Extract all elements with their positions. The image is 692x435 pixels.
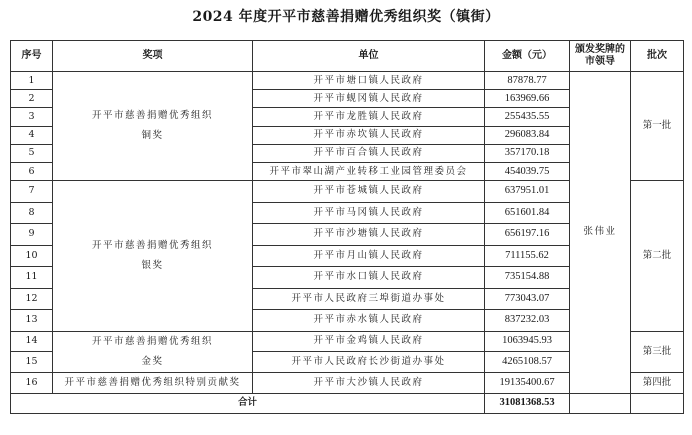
cell-index: 5 (11, 144, 53, 162)
cell-amount: 711155.62 (485, 245, 570, 267)
cell-amount: 163969.66 (485, 90, 570, 108)
cell-amount: 19135400.67 (485, 372, 570, 393)
cell-amount: 837232.03 (485, 310, 570, 332)
cell-unit: 开平市金鸡镇人民政府 (253, 331, 485, 352)
cell-amount: 296083.84 (485, 126, 570, 144)
header-amount: 金额（元） (485, 41, 570, 72)
table-row (11, 72, 684, 90)
total-label: 合计 (11, 393, 485, 413)
cell-index: 10 (11, 245, 53, 267)
cell-unit: 开平市龙胜镇人民政府 (253, 108, 485, 126)
header-leader: 颁发奖牌的市领导 (570, 41, 631, 72)
award-gold-line1: 开平市慈善捐赠优秀组织 (91, 335, 213, 347)
cell-index: 6 (11, 162, 53, 180)
cell-amount: 357170.18 (485, 144, 570, 162)
cell-amount: 255435.55 (485, 108, 570, 126)
cell-amount: 87878.77 (485, 72, 570, 90)
header-unit: 单位 (253, 41, 485, 72)
cell-amount: 773043.07 (485, 288, 570, 310)
cell-unit: 开平市沙塘镇人民政府 (253, 224, 485, 246)
cell-index: 9 (11, 224, 53, 246)
award-special: 开平市慈善捐赠优秀组织特别贡献奖 (53, 372, 253, 393)
award-table (10, 40, 684, 414)
cell-amount: 651601.84 (485, 202, 570, 224)
cell-amount: 454039.75 (485, 162, 570, 180)
cell-unit: 开平市人民政府三埠街道办事处 (253, 288, 485, 310)
cell-unit: 开平市马冈镇人民政府 (253, 202, 485, 224)
cell-index: 1 (11, 72, 53, 90)
cell-unit: 开平市塘口镇人民政府 (253, 72, 485, 90)
cell-index: 7 (11, 181, 53, 203)
cell-index: 16 (11, 372, 53, 393)
award-bronze (53, 72, 253, 181)
cell-unit: 开平市百合镇人民政府 (253, 144, 485, 162)
cell-index: 15 (11, 352, 53, 373)
cell-unit: 开平市大沙镇人民政府 (253, 372, 485, 393)
award-bronze-line1: 开平市慈善捐赠优秀组织 (91, 110, 213, 122)
cell-amount: 735154.88 (485, 267, 570, 289)
batch-4: 第四批 (631, 372, 684, 393)
total-empty-leader (570, 393, 631, 413)
cell-index: 14 (11, 331, 53, 352)
header-row (11, 41, 684, 72)
batch-1: 第一批 (631, 72, 684, 181)
total-amount: 31081368.53 (485, 393, 570, 413)
header-award: 奖项 (53, 41, 253, 72)
award-silver (53, 181, 253, 332)
total-empty-batch (631, 393, 684, 413)
cell-unit: 开平市苍城镇人民政府 (253, 181, 485, 203)
award-bronze-line2: 铜奖 (141, 130, 164, 142)
award-gold (53, 331, 253, 372)
cell-index: 13 (11, 310, 53, 332)
cell-amount: 656197.16 (485, 224, 570, 246)
cell-index: 8 (11, 202, 53, 224)
batch-3: 第三批 (631, 331, 684, 372)
award-silver-line1: 开平市慈善捐赠优秀组织 (91, 239, 213, 251)
cell-index: 12 (11, 288, 53, 310)
cell-unit: 开平市蚬冈镇人民政府 (253, 90, 485, 108)
cell-index: 3 (11, 108, 53, 126)
cell-index: 11 (11, 267, 53, 289)
leader-name: 张伟业 (570, 72, 631, 394)
page-title: 2024 年度开平市慈善捐赠优秀组织奖（镇街） (192, 9, 500, 25)
cell-amount: 637951.01 (485, 181, 570, 203)
cell-unit: 开平市赤坎镇人民政府 (253, 126, 485, 144)
total-row (11, 393, 684, 413)
award-silver-line2: 银奖 (141, 259, 164, 271)
cell-unit: 开平市水口镇人民政府 (253, 267, 485, 289)
cell-amount: 4265108.57 (485, 352, 570, 373)
cell-amount: 1063945.93 (485, 331, 570, 352)
cell-index: 2 (11, 90, 53, 108)
header-index: 序号 (11, 41, 53, 72)
cell-unit: 开平市月山镇人民政府 (253, 245, 485, 267)
header-batch: 批次 (631, 41, 684, 72)
cell-unit: 开平市人民政府长沙街道办事处 (253, 352, 485, 373)
award-gold-line2: 金奖 (141, 355, 164, 367)
cell-unit: 开平市翠山湖产业转移工业园管理委员会 (253, 162, 485, 180)
cell-unit: 开平市赤水镇人民政府 (253, 310, 485, 332)
cell-index: 4 (11, 126, 53, 144)
batch-2: 第二批 (631, 181, 684, 332)
